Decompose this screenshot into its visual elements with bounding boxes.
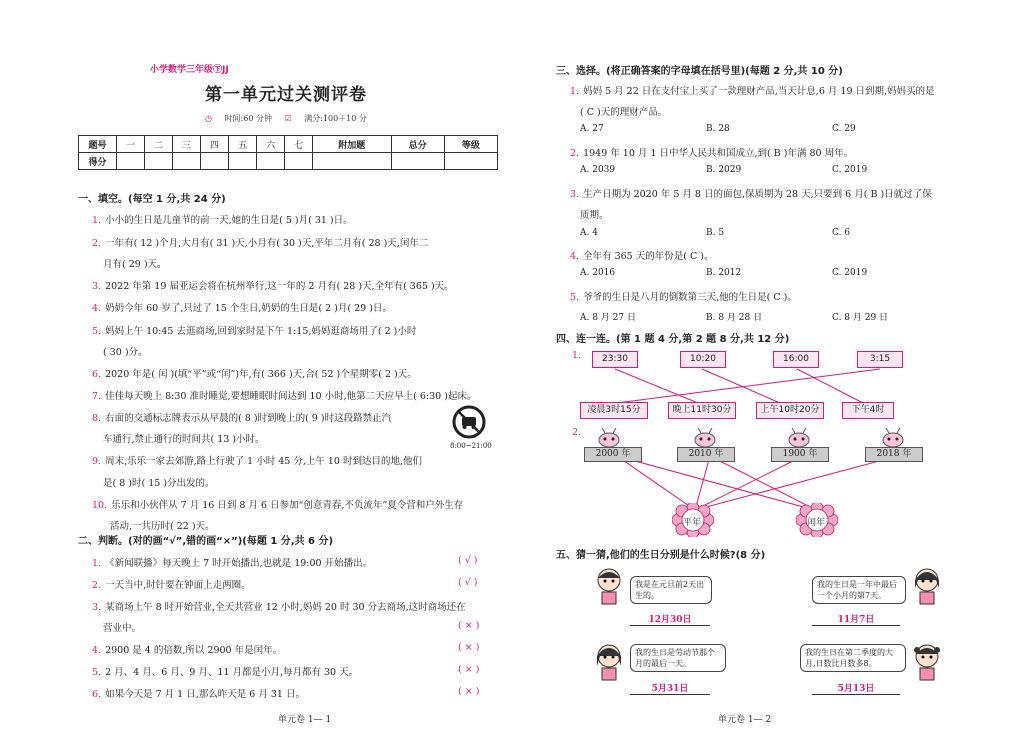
question-line: 9. 周末,乐乐一家去郊游,路上行驶了 1 小时 45 分,上午 10 时到达目的地,他们 bbox=[92, 456, 422, 467]
judge-answer: ( × ) bbox=[458, 642, 480, 653]
option: A. 4 bbox=[580, 228, 598, 238]
question-line: 5. 2 月、4 月、6 月、9 月、11 月都是小月,每月都有 30 天。 bbox=[92, 667, 359, 678]
option: C. 6 bbox=[832, 228, 851, 238]
question-line: 5. 妈妈上午 10:45 去逛商场,回到家时是下午 1:15,妈妈逛商场用了( 2 )小时 bbox=[92, 326, 417, 337]
section-1-title: 一、填空。(每空 1 分,共 24 分) bbox=[78, 194, 226, 205]
year-box[interactable]: 1900 年 bbox=[771, 447, 829, 462]
series-label: 小学数学三年级㊦JJ bbox=[150, 65, 229, 75]
score-input-cell[interactable] bbox=[117, 153, 145, 170]
question-line: 2. 1949 年 10 月 1 日中华人民共和国成立,到( B )年满 80 周年。 bbox=[570, 148, 854, 159]
answer-line: 5月31日 bbox=[630, 681, 710, 695]
option: B. 5 bbox=[706, 228, 725, 238]
question-line: 2. 一天当中,时针要在钟面上走两圈。 bbox=[92, 580, 251, 591]
judge-answer: ( √ ) bbox=[458, 577, 478, 588]
option: B. 28 bbox=[706, 124, 730, 134]
score-input-cell[interactable] bbox=[201, 153, 229, 170]
question-line: 10. 乐乐和小伙伴从 7 月 16 日到 8 月 6 日参加“创意青春,不负流年”夏令营和户外生存 bbox=[92, 500, 464, 511]
judge-answer: ( × ) bbox=[458, 686, 480, 697]
score-input-cell[interactable] bbox=[444, 153, 497, 170]
option: C. 8 月 29 日 bbox=[832, 313, 889, 323]
time-desc-box[interactable]: 凌晨3时15分 bbox=[580, 402, 648, 419]
speech-bubble: 我的生日是一年中最后一个小月的第7天。 bbox=[812, 576, 906, 604]
judge-answer: ( × ) bbox=[458, 620, 480, 631]
question-line: ( C )天的理财产品。 bbox=[580, 107, 668, 118]
question-line: 6. 2020 年是( 闰 )(填“平”或“闰”)年,有( 366 )天,合( 52 )个星期零( 2 )天。 bbox=[92, 369, 417, 380]
score-cell: 七 bbox=[285, 136, 313, 153]
speech-bubble: 我的生日是劳动节那个月的最后一天。 bbox=[630, 644, 726, 672]
bug-icon bbox=[880, 428, 906, 448]
section-4-title: 四、连一连。(第 1 题 4 分,第 2 题 8 分,共 12 分) bbox=[556, 334, 790, 345]
girl-avatar-icon bbox=[912, 642, 942, 682]
judge-answer: ( √ ) bbox=[458, 555, 478, 566]
bug-icon bbox=[786, 428, 812, 448]
year-box[interactable]: 2000 年 bbox=[584, 447, 642, 462]
score-table bbox=[78, 135, 498, 170]
score-cell: 三 bbox=[173, 136, 201, 153]
time-box[interactable]: 3:15 bbox=[857, 351, 903, 368]
option: B. 8 月 28 日 bbox=[706, 313, 763, 323]
question-line: 1. 小小的生日是儿童节的前一天,她的生日是( 5 )月( 31 )日。 bbox=[92, 215, 353, 226]
time-desc-box[interactable]: 下午4时 bbox=[842, 402, 894, 419]
option: A. 8 月 27 日 bbox=[580, 313, 636, 323]
leap-year-label[interactable]: 闰年 bbox=[807, 518, 826, 528]
common-year-label[interactable]: 平年 bbox=[683, 518, 702, 528]
question-line: 质期。 bbox=[580, 210, 609, 221]
no-cars-sign-icon bbox=[452, 405, 486, 439]
score-cell: 等级 bbox=[444, 136, 497, 153]
checkbox-icon: ☑ bbox=[284, 114, 292, 123]
match-q2-number: 2. bbox=[572, 427, 582, 438]
speech-bubble: 我是在元旦前2天出生的。 bbox=[630, 576, 712, 604]
score-input-cell[interactable] bbox=[257, 153, 285, 170]
question-line: 1. 《新闻联播》每天晚上 7 时开始播出,也就是 19:00 开始播出。 bbox=[92, 558, 373, 569]
answer-line: 12月30日 bbox=[630, 612, 710, 626]
full-score: 满分:100＋10 分 bbox=[304, 114, 367, 123]
score-input-cell[interactable] bbox=[229, 153, 257, 170]
score-cell: 总分 bbox=[391, 136, 444, 153]
question-line: 是( 8 )时( 15 )分出发的。 bbox=[103, 478, 215, 489]
score-table-header-row bbox=[79, 136, 498, 153]
question-line: 6. 如果今天是 7 月 1 日,那么昨天是 6 月 31 日。 bbox=[92, 689, 305, 700]
time-box[interactable]: 16:00 bbox=[773, 351, 819, 368]
question-line: 1. 妈妈 5 月 22 日在支付宝上买了一款理财产品,当天计息,6 月 19 日到期,妈妈买的是 bbox=[570, 86, 935, 97]
page-title: 第一单元过关测评卷 bbox=[205, 85, 367, 105]
question-line: 4. 2900 是 4 的倍数,所以 2900 年是闰年。 bbox=[92, 645, 283, 656]
question-line: 2. 一年有( 12 )个月,大月有( 31 )天,小月有( 30 )天,平年二月有( 28 )天,闰年二 bbox=[92, 238, 429, 249]
question-line: 8. 右面的交通标志牌表示从早晨的( 8 )时到晚上的( 9 )时这段路禁止汽 bbox=[92, 413, 392, 424]
question-line: 5. 爷爷的生日是八月的倒数第三天,他的生日是( C )。 bbox=[570, 292, 797, 303]
question-line: 3. 某商场上午 8 时开始营业,全天共营业 12 小时,妈妈 20 时 30 分去商场,这时商场还在 bbox=[92, 602, 466, 613]
score-cell: 五 bbox=[229, 136, 257, 153]
option: B. 2012 bbox=[706, 268, 742, 278]
exam-meta bbox=[205, 113, 377, 124]
page-footer-left: 单元卷 1— 1 bbox=[278, 715, 332, 725]
score-cell: 得分 bbox=[79, 153, 117, 170]
question-line: 3. 2022 年第 19 届亚运会将在杭州举行,这一年的 2 月有( 28 )天,全年有( 365 )天。 bbox=[92, 281, 454, 292]
question-line: 车通行,禁止通行的时间共( 13 )小时。 bbox=[103, 434, 265, 445]
question-line: 月有( 29 )天。 bbox=[103, 259, 167, 270]
match-q1-number: 1. bbox=[572, 350, 582, 361]
clock-icon: ◷ bbox=[205, 114, 212, 123]
question-line: 活动,一共历时( 22 )天。 bbox=[110, 521, 215, 532]
sign-time-label: 8:00~21:00 bbox=[450, 442, 492, 450]
time-box[interactable]: 23:30 bbox=[592, 351, 638, 368]
score-input-cell[interactable] bbox=[285, 153, 313, 170]
option: A. 27 bbox=[580, 124, 604, 134]
answer-line: 5月13日 bbox=[812, 681, 900, 695]
year-box[interactable]: 2010 年 bbox=[677, 447, 735, 462]
score-input-cell[interactable] bbox=[173, 153, 201, 170]
time-desc-box[interactable]: 上午10时20分 bbox=[756, 402, 824, 419]
question-line: 4. 奶奶今年 60 岁了,只过了 15 个生日,奶奶的生日是( 2 )月( 29 )日。 bbox=[92, 303, 392, 314]
speech-bubble: 我的生日在第二季度的大月,日数比月数多8。 bbox=[800, 644, 906, 672]
section-5-title: 五、猜一猜,他们的生日分别是什么时候?(8 分) bbox=[556, 550, 766, 561]
year-box[interactable]: 2018 年 bbox=[865, 447, 923, 462]
option: C. 2019 bbox=[832, 268, 868, 278]
option: B. 2029 bbox=[706, 165, 742, 175]
time-box[interactable]: 10:20 bbox=[680, 351, 726, 368]
score-cell: 附加题 bbox=[313, 136, 391, 153]
page-footer-right: 单元卷 1— 2 bbox=[718, 715, 772, 725]
question-line: 3. 生产日期为 2020 年 5 月 8 日的面包,保质期为 28 天,只要到 6 月( B )日就过了保 bbox=[570, 189, 932, 200]
time-desc-box[interactable]: 晚上11时30分 bbox=[668, 402, 736, 419]
question-line: 7. 佳佳每天晚上 8:30 准时睡觉,要想睡眠时间达到 10 小时,他第二天应早上( 6:30 )起床。 bbox=[92, 391, 477, 402]
score-cell: 一 bbox=[117, 136, 145, 153]
option: C. 29 bbox=[832, 124, 856, 134]
answer-line: 11月7日 bbox=[812, 612, 900, 626]
question-line: 4. 全年有 365 天的年份是( C )。 bbox=[570, 251, 714, 262]
judge-answer: ( × ) bbox=[458, 664, 480, 675]
score-input-cell[interactable] bbox=[313, 153, 391, 170]
girl-avatar-icon bbox=[912, 566, 942, 606]
bug-icon bbox=[692, 428, 718, 448]
option: C. 2019 bbox=[832, 165, 868, 175]
score-input-cell[interactable] bbox=[145, 153, 173, 170]
section-3-title: 三、选择。(将正确答案的字母填在括号里)(每题 2 分,共 10 分) bbox=[556, 66, 843, 77]
boy-avatar-icon bbox=[594, 566, 624, 606]
score-cell: 二 bbox=[145, 136, 173, 153]
score-table-score-row bbox=[79, 153, 498, 170]
time-limit: 时间:60 分钟 bbox=[224, 114, 272, 123]
score-cell: 四 bbox=[201, 136, 229, 153]
score-input-cell[interactable] bbox=[391, 153, 444, 170]
option: A. 2039 bbox=[580, 165, 616, 175]
question-line: 营业中。 bbox=[103, 623, 142, 634]
question-line: ( 30 )分。 bbox=[103, 347, 148, 358]
score-cell: 六 bbox=[257, 136, 285, 153]
score-cell: 题号 bbox=[79, 136, 117, 153]
section-2-title: 二、判断。(对的画“√”,错的画“×”)(每题 1 分,共 6 分) bbox=[78, 536, 334, 547]
girl-avatar-icon bbox=[594, 642, 624, 682]
option: A. 2016 bbox=[580, 268, 616, 278]
bug-icon bbox=[596, 428, 622, 448]
matching-lines-leap bbox=[560, 456, 940, 516]
